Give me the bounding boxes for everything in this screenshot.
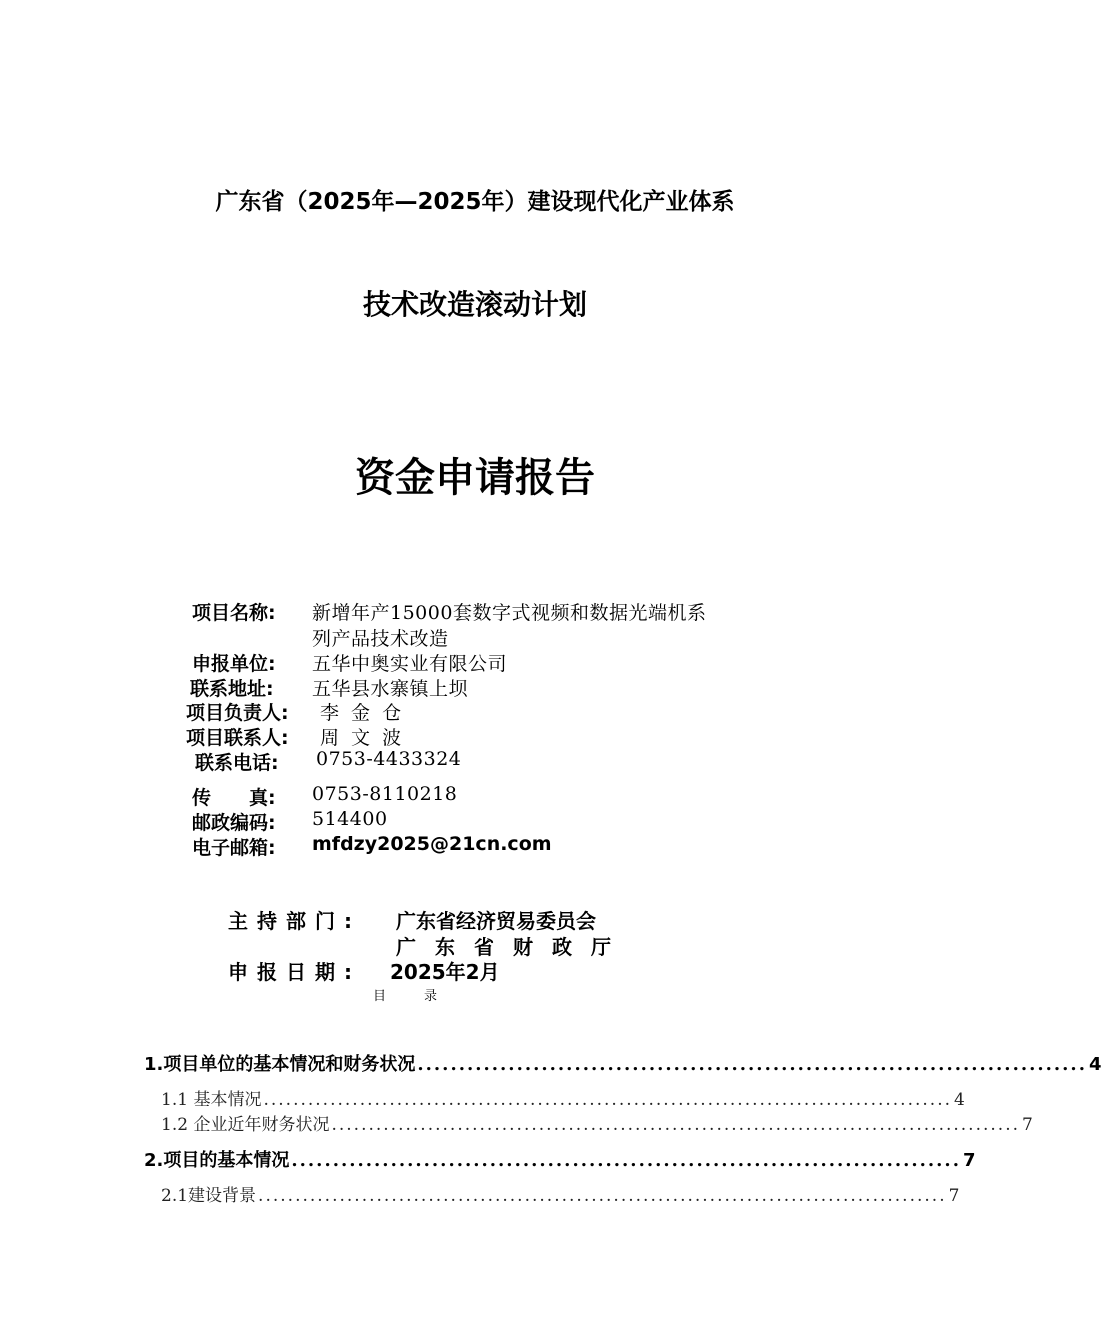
- document-title: 资金申请报告: [355, 455, 595, 501]
- toc-entry-page: 7: [962, 1150, 976, 1171]
- toc-entry[interactable]: [144, 1050, 1102, 1076]
- leader-value: 李 金 仓: [320, 702, 405, 724]
- host-dept-value-2: 广东省财政厅: [396, 935, 630, 959]
- contact-label: 项目联系人:: [186, 727, 289, 749]
- fax-label: 传 真:: [192, 787, 276, 809]
- toc-entry-text: 1.2 企业近年财务状况: [161, 1115, 330, 1135]
- toc-entry-text: 1.1 基本情况: [161, 1090, 262, 1110]
- host-dept-label: 主持部门:: [228, 909, 361, 933]
- toc-leader-dots: .................................................................................: [417, 1054, 1087, 1075]
- toc-entry[interactable]: [144, 1146, 976, 1172]
- toc-entry[interactable]: [161, 1181, 960, 1206]
- toc-entry-text: 1.项目单位的基本情况和财务状况: [144, 1054, 416, 1075]
- toc-entry-text: 2.1建设背景: [161, 1186, 257, 1206]
- project-name-value-1: 新增年产15000套数字式视频和数据光端机系: [312, 602, 707, 624]
- fax-value: 0753-8110218: [312, 783, 458, 805]
- postcode-label: 邮政编码:: [192, 812, 276, 834]
- email-label: 电子邮箱:: [192, 837, 276, 859]
- toc-leader-dots: .............................................................................................: [258, 1186, 947, 1206]
- title-line-1: 广东省（2025年—2025年）建设现代化产业体系: [215, 189, 735, 215]
- toc-leader-dots: .............................................................................................: [263, 1090, 953, 1110]
- toc-leader-dots: .............................................................................................: [331, 1115, 1021, 1135]
- phone-label: 联系电话:: [195, 752, 279, 774]
- toc-leader-dots: .................................................................................: [291, 1150, 961, 1171]
- project-name-label: 项目名称:: [192, 602, 276, 624]
- host-dept-value-1: 广东省经济贸易委员会: [396, 909, 596, 933]
- phone-value: 0753-4433324: [316, 748, 462, 770]
- toc-entry-page: 7: [948, 1186, 960, 1206]
- email-value: mfdzy2025@21cn.com: [312, 833, 552, 855]
- title-line-2: 技术改造滚动计划: [362, 288, 587, 321]
- address-value: 五华县水寨镇上坝: [312, 678, 469, 700]
- toc-entry[interactable]: [161, 1110, 1033, 1135]
- address-label: 联系地址:: [190, 678, 274, 700]
- contact-value: 周 文 波: [320, 727, 405, 749]
- toc-entry[interactable]: [161, 1085, 965, 1110]
- postcode-value: 514400: [312, 808, 388, 830]
- toc-entry-page: 4: [1088, 1054, 1102, 1075]
- toc-entry-page: 7: [1022, 1115, 1033, 1135]
- toc-entry-page: 4: [954, 1090, 965, 1110]
- project-name-value-2: 列产品技术改造: [312, 628, 449, 650]
- date-label: 申报日期:: [228, 960, 361, 984]
- unit-value: 五华中奥实业有限公司: [312, 653, 508, 675]
- leader-label: 项目负责人:: [186, 702, 289, 724]
- unit-label: 申报单位:: [192, 653, 276, 675]
- toc-entry-text: 2.项目的基本情况: [144, 1150, 290, 1171]
- date-value: 2025年2月: [390, 960, 500, 984]
- toc-title: 目录: [373, 989, 476, 1004]
